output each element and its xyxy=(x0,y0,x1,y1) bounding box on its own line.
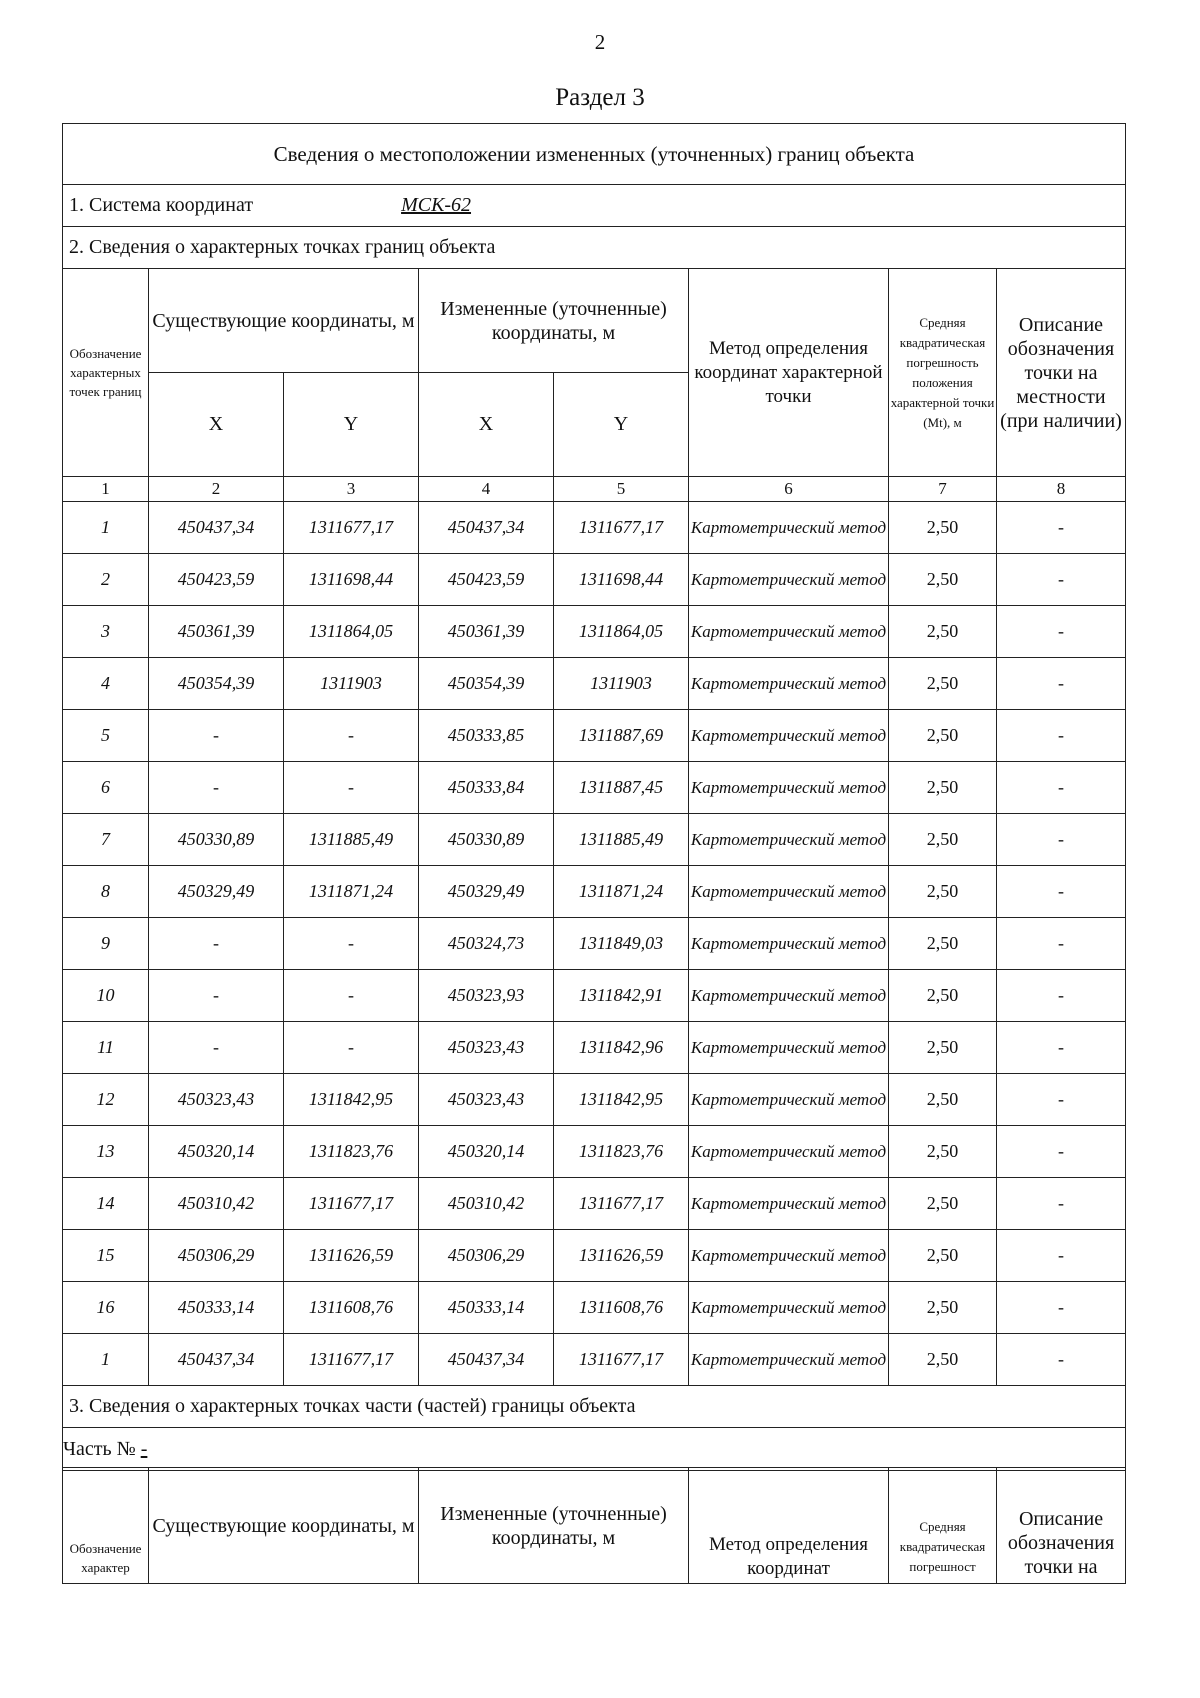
part-points-table xyxy=(62,1467,1126,1584)
method-cell: Картометрический метод xyxy=(689,762,889,814)
accuracy-cell: 2,50 xyxy=(889,1178,997,1230)
accuracy-cell: 2,50 xyxy=(889,1230,997,1282)
changed-y-cell: 1311677,17 xyxy=(554,1178,689,1230)
point-number-cell: 2 xyxy=(63,554,149,606)
column-number: 1 xyxy=(63,477,149,502)
existing-y-cell: 1311677,17 xyxy=(284,1334,419,1386)
changed-y-cell: 1311842,91 xyxy=(554,970,689,1022)
changed-x-cell: 450320,14 xyxy=(419,1126,554,1178)
existing-y-cell: 1311626,59 xyxy=(284,1230,419,1282)
existing-x-cell: - xyxy=(149,762,284,814)
existing-x-cell: 450354,39 xyxy=(149,658,284,710)
point-number-cell: 13 xyxy=(63,1126,149,1178)
table-row xyxy=(63,606,1126,658)
description-cell: - xyxy=(997,814,1126,866)
changed-y-cell: 1311842,95 xyxy=(554,1074,689,1126)
table-row xyxy=(63,918,1126,970)
point-number-cell: 7 xyxy=(63,814,149,866)
accuracy-cell: 2,50 xyxy=(889,710,997,762)
point-number-cell: 16 xyxy=(63,1282,149,1334)
existing-y-cell: - xyxy=(284,710,419,762)
method-cell: Картометрический метод xyxy=(689,1178,889,1230)
changed-y-cell: 1311677,17 xyxy=(554,1334,689,1386)
existing-y-cell: 1311864,05 xyxy=(284,606,419,658)
existing-y-cell: - xyxy=(284,970,419,1022)
table-row xyxy=(63,1074,1126,1126)
point-number-cell: 15 xyxy=(63,1230,149,1282)
existing-x-cell: 450330,89 xyxy=(149,814,284,866)
part-number-value: - xyxy=(140,1437,148,1460)
existing-y-cell: 1311903 xyxy=(284,658,419,710)
existing-x-cell: - xyxy=(149,710,284,762)
method-cell: Картометрический метод xyxy=(689,1230,889,1282)
description-cell: - xyxy=(997,866,1126,918)
point-number-cell: 12 xyxy=(63,1074,149,1126)
changed-x-cell: 450306,29 xyxy=(419,1230,554,1282)
part-header-existing-coords: Существующие координаты, м xyxy=(149,1468,419,1584)
point-number-cell: 1 xyxy=(63,502,149,554)
accuracy-cell: 2,50 xyxy=(889,1074,997,1126)
coordinate-system-label: 1. Система координат xyxy=(69,194,254,216)
table-row xyxy=(63,1126,1126,1178)
description-cell: - xyxy=(997,1334,1126,1386)
existing-x-cell: 450310,42 xyxy=(149,1178,284,1230)
method-cell: Картометрический метод xyxy=(689,502,889,554)
method-cell: Картометрический метод xyxy=(689,1022,889,1074)
header-changed-x: X xyxy=(419,373,554,477)
changed-x-cell: 450323,93 xyxy=(419,970,554,1022)
header-accuracy: Средняя квадратическая погрешность положения характерной точки (Mt), м xyxy=(889,269,997,477)
accuracy-cell: 2,50 xyxy=(889,1334,997,1386)
header-existing-y: Y xyxy=(284,373,419,477)
existing-x-cell: - xyxy=(149,1022,284,1074)
table-row xyxy=(63,502,1126,554)
method-cell: Картометрический метод xyxy=(689,554,889,606)
coordinate-system-row xyxy=(63,185,1126,227)
existing-x-cell: 450306,29 xyxy=(149,1230,284,1282)
table-row xyxy=(63,814,1126,866)
column-number: 2 xyxy=(149,477,284,502)
existing-y-cell: - xyxy=(284,1022,419,1074)
header-designation: Обозначение характерных точек границ xyxy=(63,269,149,477)
coordinate-system-value: МСК-62 xyxy=(401,194,472,216)
existing-y-cell: 1311842,95 xyxy=(284,1074,419,1126)
description-cell: - xyxy=(997,1126,1126,1178)
existing-x-cell: 450437,34 xyxy=(149,1334,284,1386)
method-cell: Картометрический метод xyxy=(689,1074,889,1126)
accuracy-cell: 2,50 xyxy=(889,1282,997,1334)
changed-y-cell: 1311887,69 xyxy=(554,710,689,762)
accuracy-cell: 2,50 xyxy=(889,762,997,814)
changed-y-cell: 1311887,45 xyxy=(554,762,689,814)
column-number: 5 xyxy=(554,477,689,502)
header-existing-coords: Существующие координаты, м xyxy=(149,269,419,373)
changed-x-cell: 450329,49 xyxy=(419,866,554,918)
table-row xyxy=(63,762,1126,814)
changed-x-cell: 450323,43 xyxy=(419,1022,554,1074)
existing-x-cell: 450437,34 xyxy=(149,502,284,554)
header-method: Метод определения координат характерной точки xyxy=(689,269,889,477)
accuracy-cell: 2,50 xyxy=(889,1126,997,1178)
changed-y-cell: 1311903 xyxy=(554,658,689,710)
existing-x-cell: 450333,14 xyxy=(149,1282,284,1334)
table-row xyxy=(63,1230,1126,1282)
table-row xyxy=(63,658,1126,710)
changed-x-cell: 450333,14 xyxy=(419,1282,554,1334)
method-cell: Картометрический метод xyxy=(689,814,889,866)
accuracy-cell: 2,50 xyxy=(889,554,997,606)
changed-x-cell: 450310,42 xyxy=(419,1178,554,1230)
changed-x-cell: 450361,39 xyxy=(419,606,554,658)
point-number-cell: 6 xyxy=(63,762,149,814)
table-row xyxy=(63,1282,1126,1334)
method-cell: Картометрический метод xyxy=(689,1126,889,1178)
description-cell: - xyxy=(997,658,1126,710)
changed-y-cell: 1311842,96 xyxy=(554,1022,689,1074)
changed-x-cell: 450333,85 xyxy=(419,710,554,762)
changed-x-cell: 450423,59 xyxy=(419,554,554,606)
accuracy-cell: 2,50 xyxy=(889,658,997,710)
changed-y-cell: 1311823,76 xyxy=(554,1126,689,1178)
existing-y-cell: 1311885,49 xyxy=(284,814,419,866)
changed-y-cell: 1311626,59 xyxy=(554,1230,689,1282)
changed-x-cell: 450324,73 xyxy=(419,918,554,970)
header-changed-coords: Измененные (уточненные) координаты, м xyxy=(419,269,689,373)
existing-y-cell: 1311677,17 xyxy=(284,1178,419,1230)
changed-y-cell: 1311885,49 xyxy=(554,814,689,866)
description-cell: - xyxy=(997,1074,1126,1126)
point-number-cell: 5 xyxy=(63,710,149,762)
changed-y-cell: 1311677,17 xyxy=(554,502,689,554)
part-header-designation: Обозначение характер xyxy=(63,1468,149,1584)
description-cell: - xyxy=(997,1230,1126,1282)
existing-y-cell: 1311823,76 xyxy=(284,1126,419,1178)
accuracy-cell: 2,50 xyxy=(889,814,997,866)
part-header-description: Описание обозначения точки на xyxy=(997,1468,1126,1584)
part-header-accuracy: Средняя квадратическая погрешност xyxy=(889,1468,997,1584)
existing-y-cell: 1311871,24 xyxy=(284,866,419,918)
accuracy-cell: 2,50 xyxy=(889,970,997,1022)
table-row xyxy=(63,866,1126,918)
point-number-cell: 14 xyxy=(63,1178,149,1230)
changed-y-cell: 1311849,03 xyxy=(554,918,689,970)
accuracy-cell: 2,50 xyxy=(889,502,997,554)
description-cell: - xyxy=(997,502,1126,554)
changed-x-cell: 450323,43 xyxy=(419,1074,554,1126)
table-row xyxy=(63,554,1126,606)
table-row xyxy=(63,970,1126,1022)
table-row xyxy=(63,1334,1126,1386)
existing-y-cell: - xyxy=(284,762,419,814)
point-number-cell: 8 xyxy=(63,866,149,918)
existing-y-cell: 1311698,44 xyxy=(284,554,419,606)
description-cell: - xyxy=(997,918,1126,970)
point-number-cell: 3 xyxy=(63,606,149,658)
table-row xyxy=(63,1178,1126,1230)
existing-x-cell: 450361,39 xyxy=(149,606,284,658)
column-number: 3 xyxy=(284,477,419,502)
changed-x-cell: 450333,84 xyxy=(419,762,554,814)
description-cell: - xyxy=(997,970,1126,1022)
points-section-title: 2. Сведения о характерных точках границ объекта xyxy=(63,227,1126,269)
point-number-cell: 4 xyxy=(63,658,149,710)
column-number: 8 xyxy=(997,477,1126,502)
header-existing-x: X xyxy=(149,373,284,477)
existing-x-cell: 450320,14 xyxy=(149,1126,284,1178)
method-cell: Картометрический метод xyxy=(689,1334,889,1386)
changed-x-cell: 450437,34 xyxy=(419,1334,554,1386)
existing-y-cell: 1311608,76 xyxy=(284,1282,419,1334)
column-number-row xyxy=(63,477,1126,502)
boundary-points-table xyxy=(62,123,1126,1471)
existing-x-cell: - xyxy=(149,970,284,1022)
description-cell: - xyxy=(997,710,1126,762)
header-changed-y: Y xyxy=(554,373,689,477)
point-number-cell: 9 xyxy=(63,918,149,970)
method-cell: Картометрический метод xyxy=(689,606,889,658)
description-cell: - xyxy=(997,1022,1126,1074)
table-row xyxy=(63,1022,1126,1074)
column-number: 4 xyxy=(419,477,554,502)
part-number-row xyxy=(63,1428,1126,1471)
description-cell: - xyxy=(997,606,1126,658)
accuracy-cell: 2,50 xyxy=(889,606,997,658)
method-cell: Картометрический метод xyxy=(689,918,889,970)
part-header-method: Метод определения координат xyxy=(689,1468,889,1584)
parts-section-title: 3. Сведения о характерных точках части (частей) границы объекта xyxy=(63,1386,1126,1428)
part-header-changed-coords: Измененные (уточненные) координаты, м xyxy=(419,1468,689,1584)
existing-y-cell: 1311677,17 xyxy=(284,502,419,554)
point-number-cell: 11 xyxy=(63,1022,149,1074)
changed-x-cell: 450437,34 xyxy=(419,502,554,554)
accuracy-cell: 2,50 xyxy=(889,1022,997,1074)
existing-y-cell: - xyxy=(284,918,419,970)
method-cell: Картометрический метод xyxy=(689,1282,889,1334)
method-cell: Картометрический метод xyxy=(689,710,889,762)
method-cell: Картометрический метод xyxy=(689,866,889,918)
column-number: 7 xyxy=(889,477,997,502)
description-cell: - xyxy=(997,762,1126,814)
point-number-cell: 10 xyxy=(63,970,149,1022)
header-description: Описание обозначения точки на местности (при наличии) xyxy=(997,269,1126,477)
existing-x-cell: 450423,59 xyxy=(149,554,284,606)
section-title: Раздел 3 xyxy=(555,84,645,111)
existing-x-cell: - xyxy=(149,918,284,970)
table-row xyxy=(63,710,1126,762)
accuracy-cell: 2,50 xyxy=(889,866,997,918)
point-number-cell: 1 xyxy=(63,1334,149,1386)
accuracy-cell: 2,50 xyxy=(889,918,997,970)
changed-x-cell: 450354,39 xyxy=(419,658,554,710)
description-cell: - xyxy=(997,1178,1126,1230)
changed-y-cell: 1311871,24 xyxy=(554,866,689,918)
changed-y-cell: 1311698,44 xyxy=(554,554,689,606)
changed-x-cell: 450330,89 xyxy=(419,814,554,866)
method-cell: Картометрический метод xyxy=(689,970,889,1022)
changed-y-cell: 1311864,05 xyxy=(554,606,689,658)
page-number: 2 xyxy=(594,30,606,54)
description-cell: - xyxy=(997,1282,1126,1334)
method-cell: Картометрический метод xyxy=(689,658,889,710)
part-number-label: Часть № xyxy=(63,1437,141,1460)
existing-x-cell: 450323,43 xyxy=(149,1074,284,1126)
changed-y-cell: 1311608,76 xyxy=(554,1282,689,1334)
table-title: Сведения о местоположении измененных (уточненных) границ объекта xyxy=(63,124,1126,185)
existing-x-cell: 450329,49 xyxy=(149,866,284,918)
column-number: 6 xyxy=(689,477,889,502)
description-cell: - xyxy=(997,554,1126,606)
